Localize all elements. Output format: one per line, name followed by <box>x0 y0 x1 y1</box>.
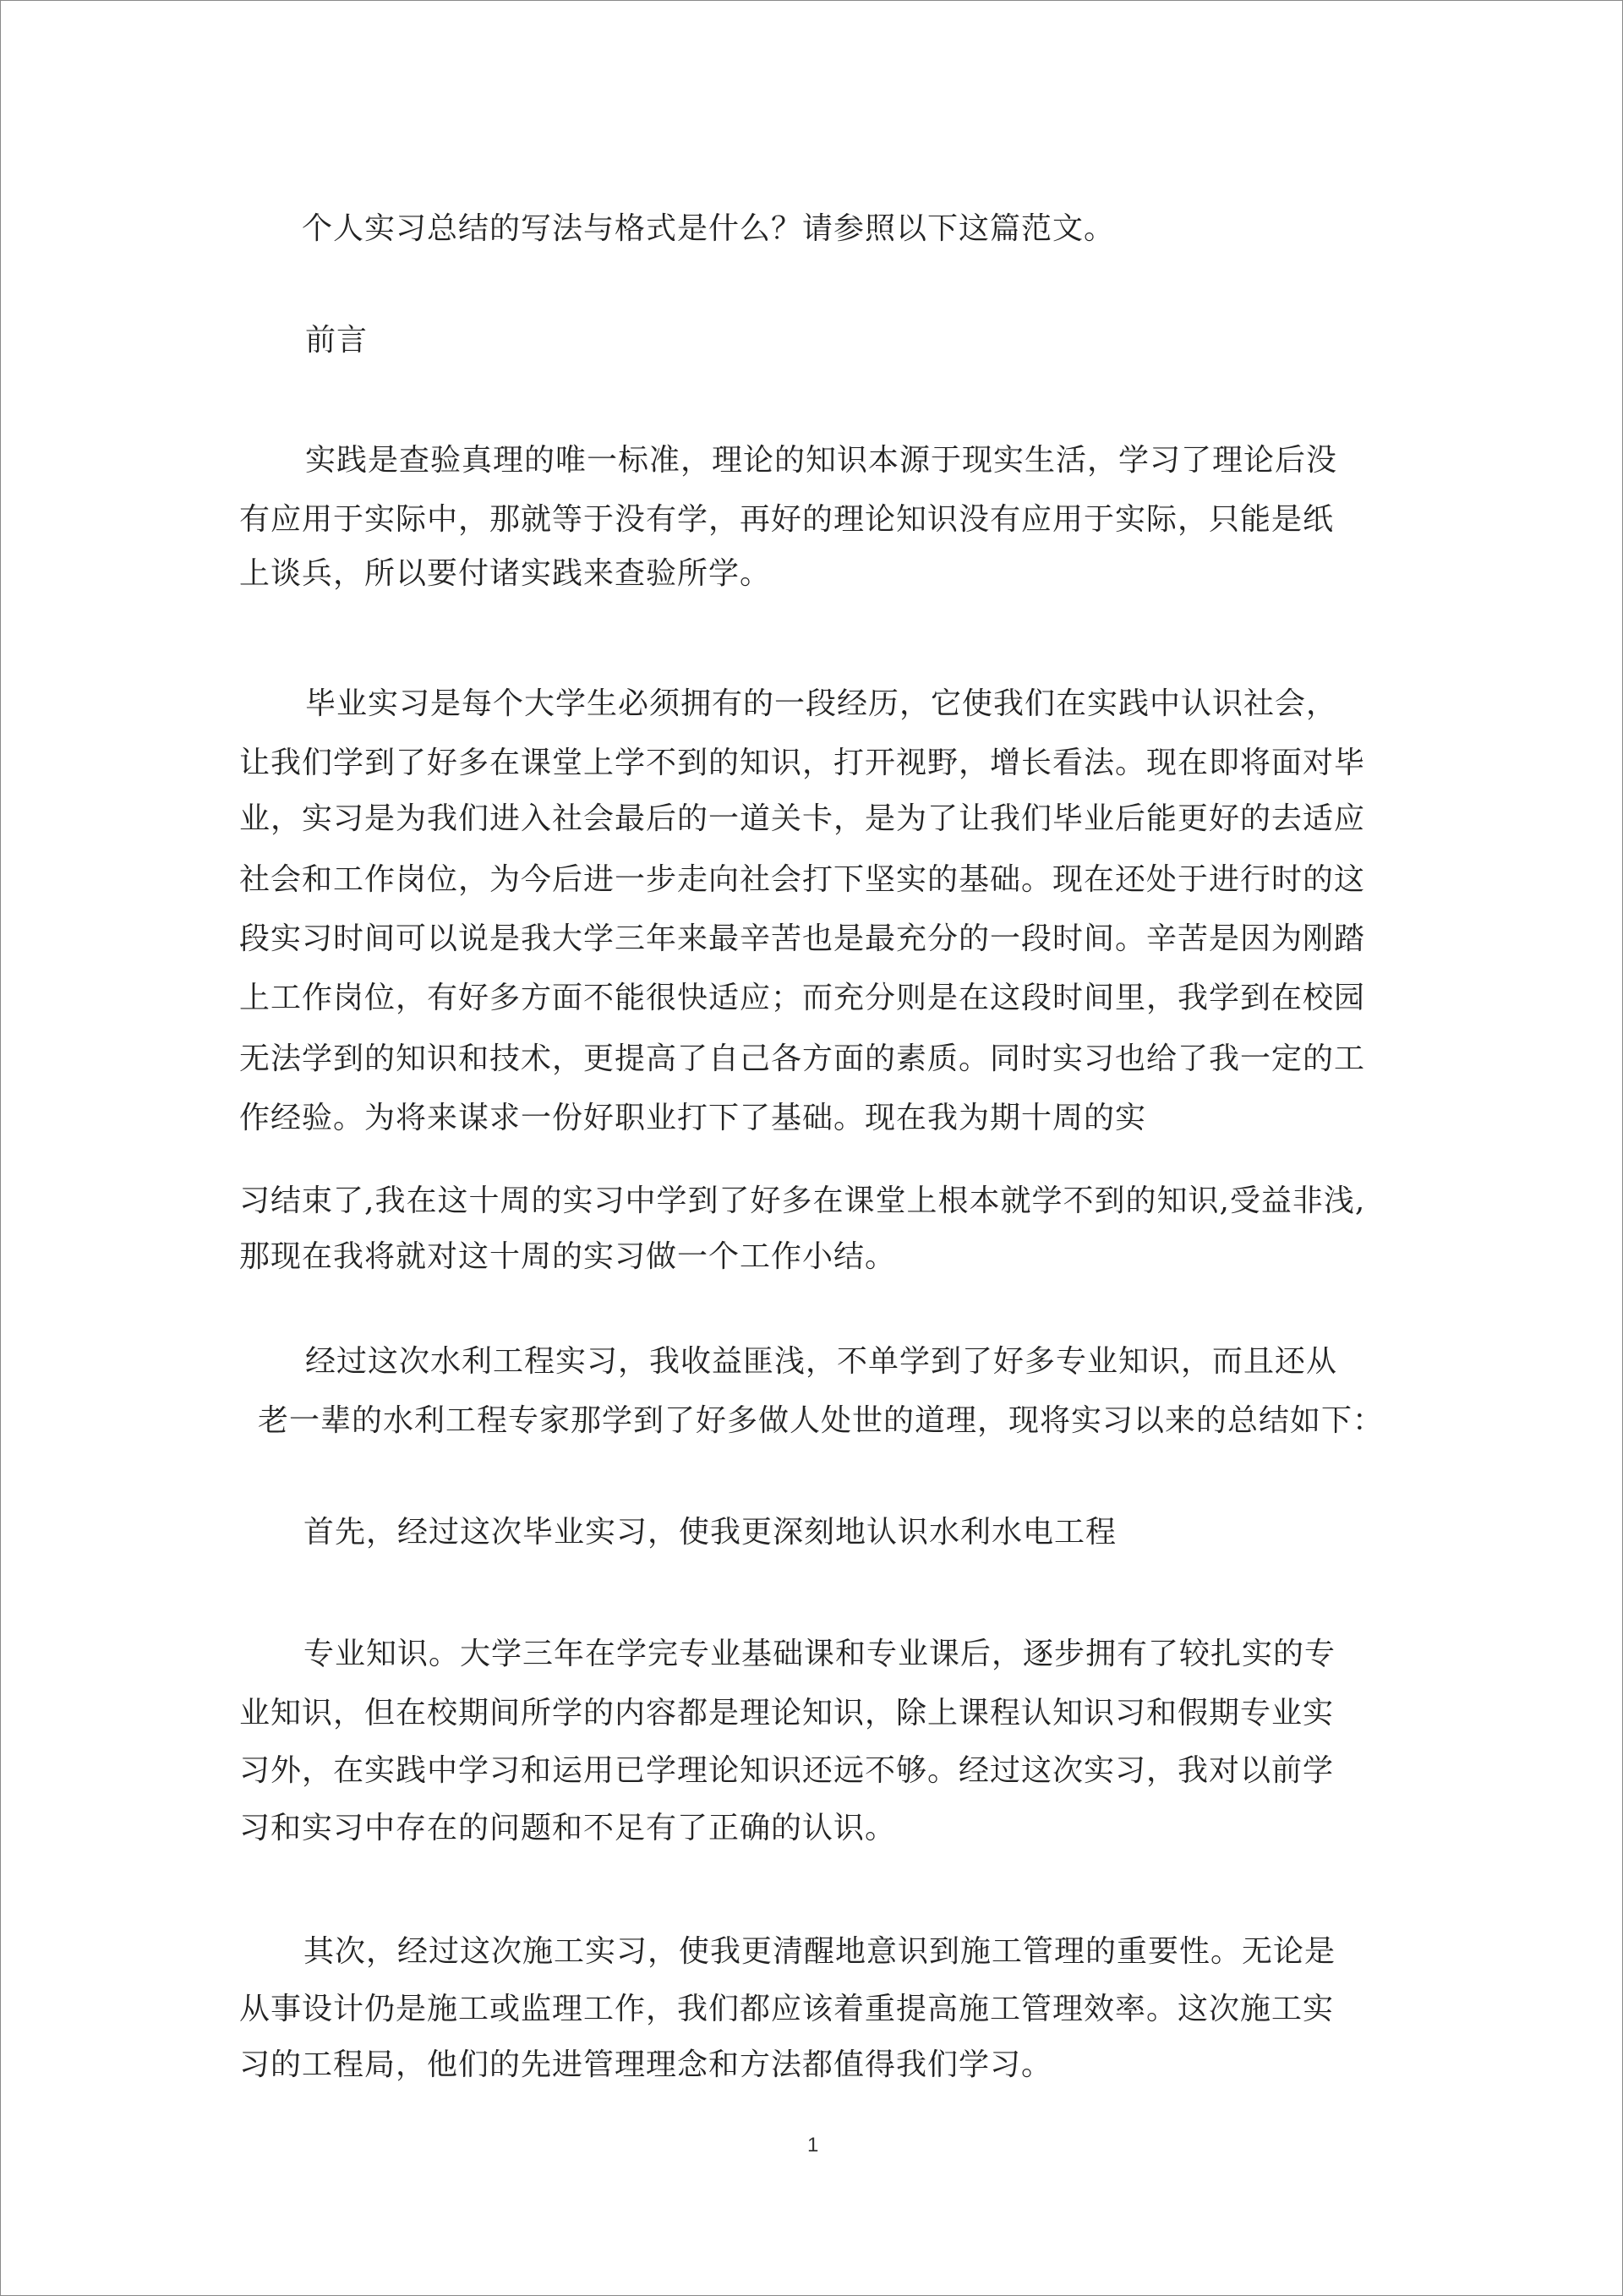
page-number: 1 <box>807 2134 819 2157</box>
text-line: 个人实习总结的写法与格式是什么？请参照以下这篇范文。 <box>302 211 1116 246</box>
text-line: 习外，在实践中学习和运用已学理论知识还远不够。经过这次实习，我对以前学 <box>239 1753 1335 1788</box>
text-line: 业，实习是为我们进入社会最后的一道关卡，是为了让我们毕业后能更好的去适应 <box>239 801 1366 836</box>
text-line: 习的工程局，他们的先进管理理念和方法都值得我们学习。 <box>239 2047 1053 2082</box>
text-line: 实践是查验真理的唯一标准，理论的知识本源于现实生活，学习了理论后没 <box>305 443 1338 478</box>
text-line: 上工作岗位，有好多方面不能很快适应；而充分则是在这段时间里，我学到在校园 <box>239 981 1366 1015</box>
text-line: 毕业实习是每个大学生必须拥有的一段经历，它使我们在实践中认识社会， <box>305 686 1338 721</box>
text-line: 那现在我将就对这十周的实习做一个工作小结。 <box>239 1239 897 1274</box>
text-line: 有应用于实际中，那就等于没有学，再好的理论知识没有应用于实际，只能是纸 <box>239 502 1335 537</box>
text-line: 其次，经过这次施工实习，使我更清醒地意识到施工管理的重要性。无论是 <box>303 1934 1336 1969</box>
text-line: 上谈兵，所以要付诸实践来查验所学。 <box>239 556 772 591</box>
text-line: 业知识，但在校期间所学的内容都是理论知识，除上课程认知识习和假期专业实 <box>239 1696 1335 1730</box>
text-line: 段实习时间可以说是我大学三年来最辛苦也是最充分的一段时间。辛苦是因为刚踏 <box>239 921 1366 956</box>
text-line: 专业知识。大学三年在学完专业基础课和专业课后，逐步拥有了较扎实的专 <box>303 1637 1336 1671</box>
text-line: 习和实习中存在的问题和不足有了正确的认识。 <box>239 1811 897 1845</box>
text-line: 作经验。为将来谋求一份好职业打下了基础。现在我为期十周的实 <box>239 1101 1147 1135</box>
text-line: 无法学到的知识和技术，更提高了自己各方面的素质。同时实习也给了我一定的工 <box>239 1041 1366 1076</box>
text-line: 习结束了,我在这十周的实习中学到了好多在课堂上根本就学不到的知识,受益非浅, <box>239 1184 1366 1218</box>
text-line: 让我们学到了好多在课堂上学不到的知识，打开视野，增长看法。现在即将面对毕 <box>239 746 1366 780</box>
text-line: 老一辈的水利工程专家那学到了好多做人处世的道理，现将实习以来的总结如下： <box>258 1403 1385 1438</box>
section-heading: 前言 <box>305 323 369 358</box>
text-line: 经过这次水利工程实习，我收益匪浅，不单学到了好多专业知识，而且还从 <box>305 1344 1338 1379</box>
text-line: 社会和工作岗位，为今后进一步走向社会打下坚实的基础。现在还处于进行时的这 <box>239 862 1366 897</box>
text-line: 从事设计仍是施工或监理工作，我们都应该着重提高施工管理效率。这次施工实 <box>239 1992 1335 2026</box>
text-line: 首先，经过这次毕业实习，使我更深刻地认识水利水电工程 <box>303 1515 1118 1550</box>
